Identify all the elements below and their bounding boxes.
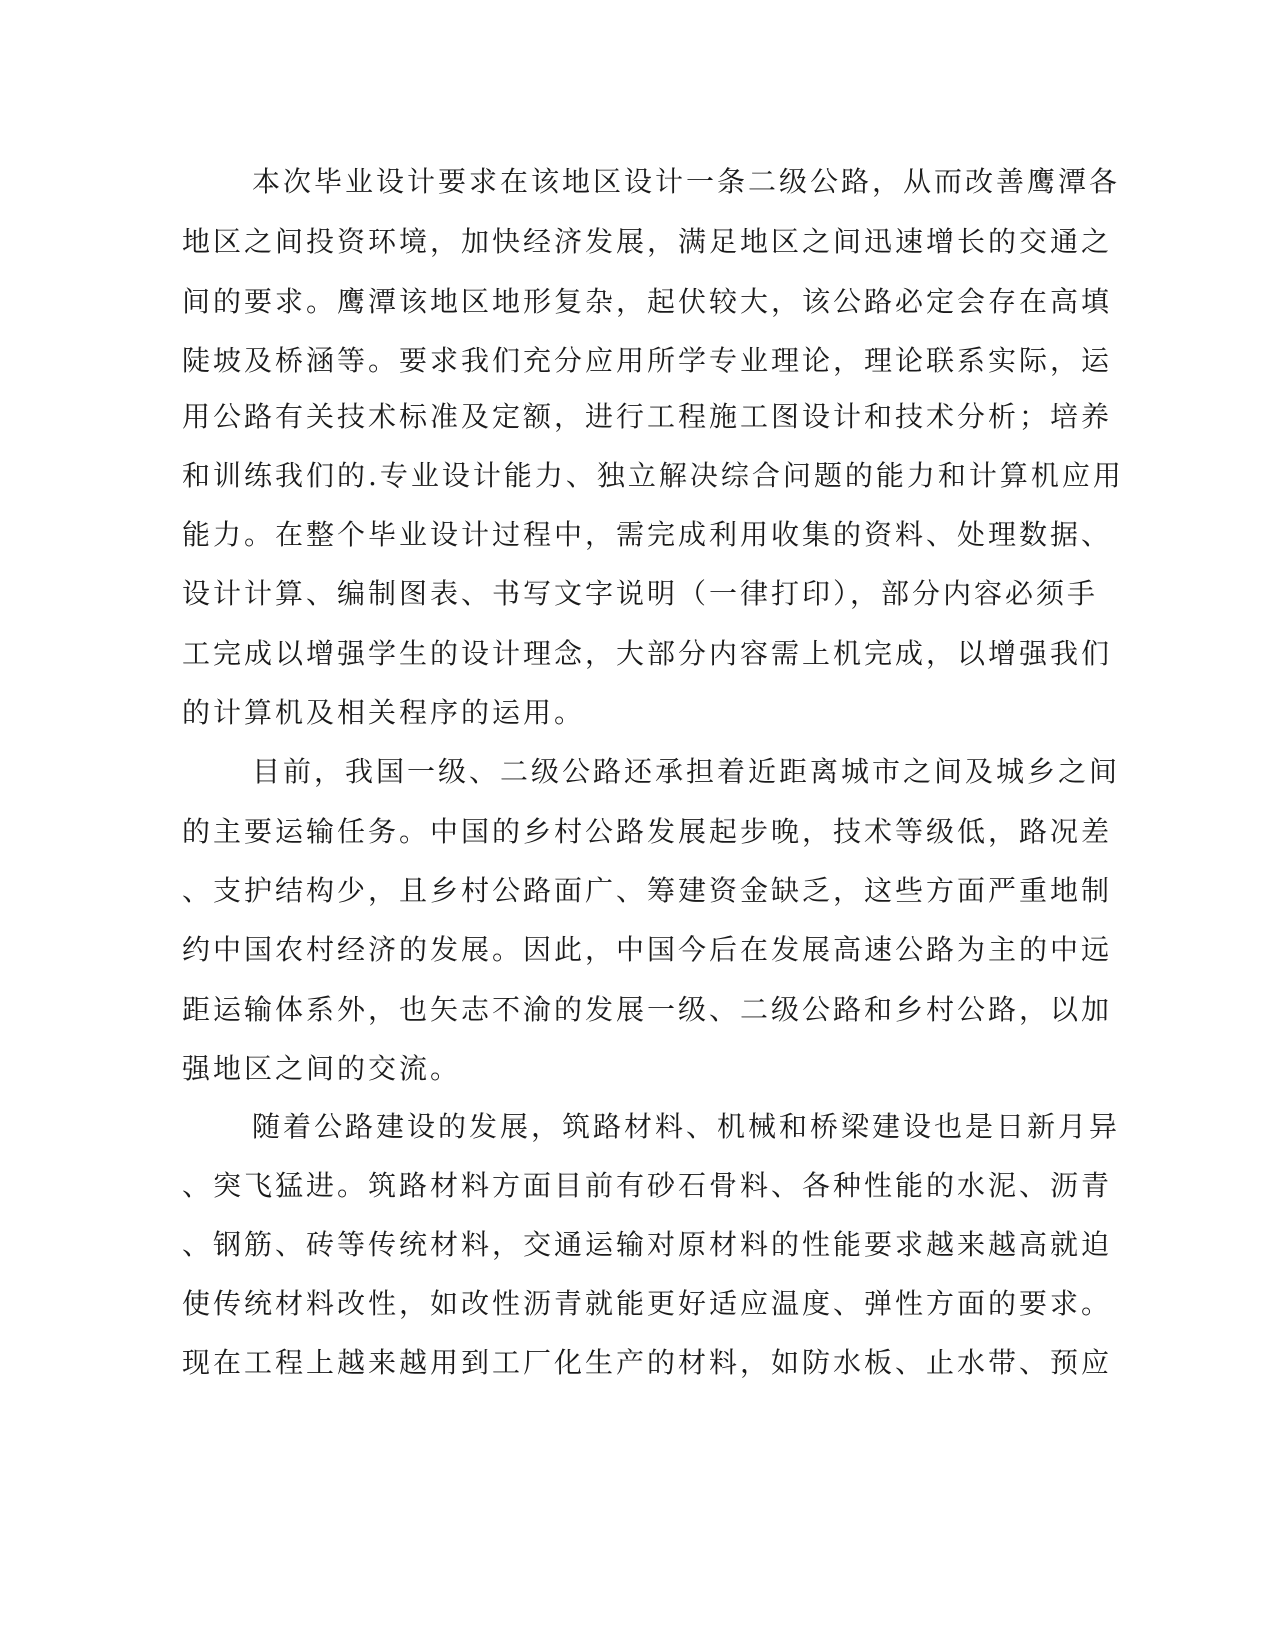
paragraph-1-line-2: 地区之间投资环境，加快经济发展，满足地区之间迅速增长的交通之 (182, 225, 1113, 258)
paragraph-1-line-8: 设计计算、编制图表、书写文字说明（一律打印），部分内容必须手 (182, 577, 1099, 610)
paragraph-1-line-7: 能力。在整个毕业设计过程中，需完成利用收集的资料、处理数据、 (182, 518, 1113, 551)
paragraph-2-line-5: 距运输体系外，也矢志不渝的发展一级、二级公路和乡村公路，以加 (182, 993, 1113, 1026)
paragraph-1-line-1: 本次毕业设计要求在该地区设计一条二级公路，从而改善鹰潭各 (252, 165, 1121, 198)
paragraph-1-line-3: 间的要求。鹰潭该地区地形复杂，起伏较大，该公路必定会存在高填 (182, 285, 1113, 318)
paragraph-3-line-5: 现在工程上越来越用到工厂化生产的材料，如防水板、止水带、预应 (182, 1346, 1113, 1379)
paragraph-3-line-2: 、突飞猛进。筑路材料方面目前有砂石骨料、各种性能的水泥、沥青 (182, 1169, 1113, 1202)
paragraph-1-line-5: 用公路有关技术标准及定额，进行工程施工图设计和技术分析；培养 (182, 400, 1113, 433)
paragraph-1-line-9: 工完成以增强学生的设计理念，大部分内容需上机完成，以增强我们 (182, 637, 1113, 670)
paragraph-3-line-3: 、钢筋、砖等传统材料，交通运输对原材料的性能要求越来越高就迫 (182, 1228, 1113, 1261)
paragraph-1-line-10: 的计算机及相关程序的运用。 (182, 696, 586, 729)
paragraph-2-line-3: 、支护结构少，且乡村公路面广、筹建资金缺乏，这些方面严重地制 (182, 874, 1113, 907)
paragraph-2-line-6: 强地区之间的交流。 (182, 1052, 462, 1085)
paragraph-3-line-1: 随着公路建设的发展，筑路材料、机械和桥梁建设也是日新月异 (252, 1110, 1121, 1143)
paragraph-2-line-4: 约中国农村经济的发展。因此，中国今后在发展高速公路为主的中远 (182, 933, 1113, 966)
paragraph-1-line-6: 和训练我们的.专业设计能力、独立解决综合问题的能力和计算机应用 (182, 459, 1124, 492)
paragraph-2-line-1: 目前，我国一级、二级公路还承担着近距离城市之间及城乡之间 (252, 755, 1121, 788)
paragraph-1-line-4: 陡坡及桥涵等。要求我们充分应用所学专业理论，理论联系实际，运 (182, 344, 1113, 377)
paragraph-3-line-4: 使传统材料改性，如改性沥青就能更好适应温度、弹性方面的要求。 (182, 1287, 1113, 1320)
paragraph-2-line-2: 的主要运输任务。中国的乡村公路发展起步晚，技术等级低，路况差 (182, 815, 1113, 848)
